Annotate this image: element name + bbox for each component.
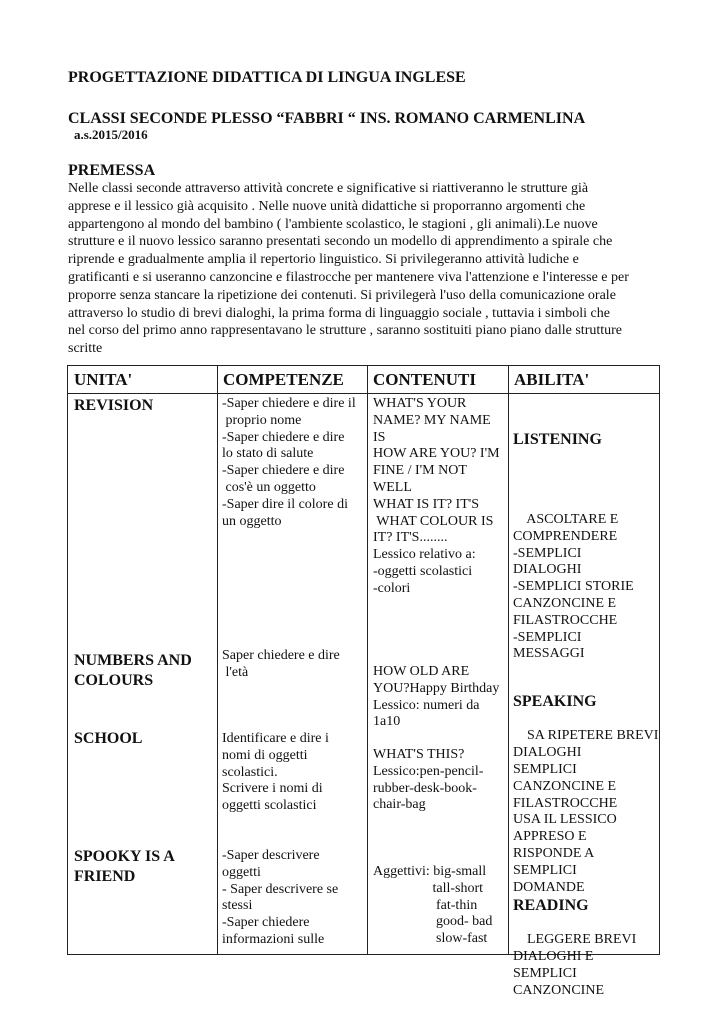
school-year: a.s.2015/2016 [74, 127, 148, 142]
header-unita: UNITA' [74, 370, 133, 389]
column-divider [217, 366, 218, 954]
premessa-line: proporre senza stancare la ripetizione dei contenuti. Si privilegerà l'uso della comunicazione orale [68, 287, 616, 303]
unit-numbers-and-colours: NUMBERS AND COLOURS [74, 652, 192, 689]
competenze-school: Identificare e dire i nomi di oggetti scolastici. Scrivere i nomi di oggetti scolastici [222, 731, 329, 814]
unit-school: SCHOOL [74, 730, 143, 747]
contenuti-revision: WHAT'S YOUR NAME? MY NAME IS HOW ARE YOU? I'M FINE / I'M NOT WELL WHAT IS IT? IT'S WHAT COLOUR IS IT? IT'S........ Lessico relativo a: -oggetti scolastici -colori [373, 396, 500, 596]
premessa-line: appartengono al mondo del bambino ( l'ambiente scolastico, le stagioni , gli animali).Le nuove [68, 216, 598, 232]
reading-text: LEGGERE BREVI DIALOGHI E SEMPLICI CANZONCINE [513, 932, 637, 998]
premessa-line: attraverso lo studio di brevi dialoghi, la prima forma di linguaggio sociale , tuttavia i simboli che [68, 305, 610, 321]
reading-heading: READING [513, 896, 589, 914]
column-divider [367, 366, 368, 954]
document-subtitle: CLASSI SECONDE PLESSO “FABBRI “ INS. ROMANO CARMENLINA [68, 110, 586, 127]
speaking-text: SA RIPETERE BREVI DIALOGHI SEMPLICI CANZONCINE E FILASTROCCHE USA IL LESSICO APPRESO E RISPONDE A SEMPLICI DOMANDE [513, 728, 659, 895]
abilita-listening [513, 396, 634, 680]
premessa-heading: PREMESSA [68, 162, 156, 179]
premessa-line: gratificanti e si useranno canzoncine e filastrocche per mantenere viva l'attenzione e l'interesse e per [68, 269, 629, 285]
header-abilita: ABILITA' [514, 370, 590, 389]
header-divider [68, 393, 659, 394]
speaking-heading: SPEAKING [513, 692, 597, 710]
premessa-line: nel corso del primo anno rappresentavano le strutture , saranno sostituiti piano piano dalle strutture [68, 323, 623, 339]
competenze-numbers: Saper chiedere e dire l'età [222, 648, 340, 680]
listening-heading: LISTENING [513, 430, 602, 448]
premessa-line: apprese e il lessico già acquisito . Nelle nuove unità didattiche si proporranno argomenti che [68, 198, 586, 214]
premessa-line: riprende e gradualmente amplia il repertorio linguistico. Si privilegeranno attività ludiche e [68, 252, 579, 268]
column-divider [508, 366, 509, 954]
premessa-line: strutture e il nuovo lessico saranno presentati secondo un modello di apprendimento a spirale che [68, 234, 613, 250]
header-contenuti: CONTENUTI [373, 370, 476, 389]
premessa-line: scritte [68, 341, 103, 357]
competenze-spooky: -Saper descrivere oggetti - Saper descrivere se stessi -Saper chiedere informazioni sulle [222, 848, 339, 947]
competenze-revision: -Saper chiedere e dire il proprio nome -Saper chiedere e dire lo stato di salute -Saper chiedere e dire cos'è un oggetto -Saper dire il colore di un oggetto [222, 396, 356, 529]
contenuti-numbers: HOW OLD ARE YOU?Happy Birthday Lessico: numeri da 1a10 [373, 664, 500, 730]
premessa-line: Nelle classi seconde attraverso attività concrete e significative si riattiveranno le strutture già [68, 181, 589, 196]
premessa-body [68, 180, 629, 358]
contenuti-spooky: Aggettivi: big-small tall-short fat-thin good- bad slow-fast [373, 864, 493, 947]
unit-revision: REVISION [74, 397, 154, 414]
curriculum-table [67, 365, 660, 998]
document-title: PROGETTAZIONE DIDATTICA DI LINGUA INGLESE [68, 69, 466, 86]
header-competenze: COMPETENZE [223, 370, 344, 389]
contenuti-school: WHAT'S THIS? Lessico:pen-pencil- rubber-desk-book- chair-bag [373, 747, 484, 813]
abilita-reading [513, 862, 636, 1016]
listening-text: ASCOLTARE E COMPRENDERE -SEMPLICI DIALOGHI -SEMPLICI STORIE CANZONCINE E FILASTROCCHE -SEMPLICI MESSAGGI [513, 511, 634, 662]
unit-spooky-is-a-friend: SPOOKY IS A FRIEND [74, 848, 175, 885]
